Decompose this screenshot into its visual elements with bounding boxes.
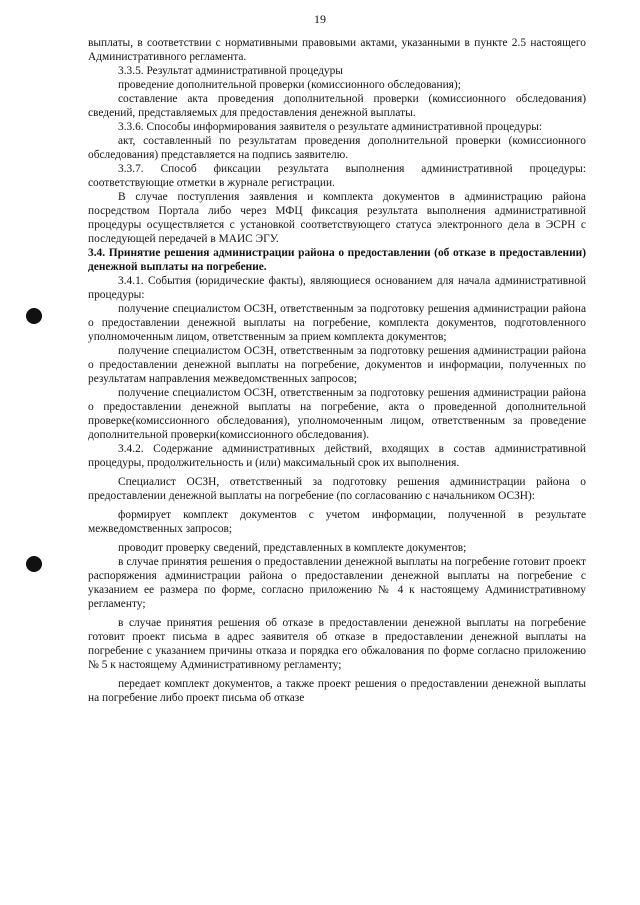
punch-hole-bottom <box>26 556 42 572</box>
paragraph: акт, составленный по результатам проведения дополнительной проверки (комиссионного обследования) представляется на подпись заявителю. <box>88 135 586 161</box>
paragraph: 3.4.2. Содержание административных действий, входящих в состав административной процедуры, продолжительность и (или) максимальный срок их выполнения. <box>88 443 586 469</box>
paragraph: В случае поступления заявления и комплекта документов в администрацию района посредством Портала либо через МФЦ фиксация результата выполнения административной процедуры осуществляется с установкой соответствующего статуса электронного дела в ЭСРН с последующей передачей в МАИС ЭГУ. <box>88 191 586 245</box>
section-heading: 3.4. Принятие решения администрации района о предоставлении (об отказе в предоставлении) денежной выплаты на погребение. <box>88 247 586 273</box>
page-number: 19 <box>314 12 326 26</box>
paragraph: 3.3.5. Результат административной процедуры <box>118 65 343 77</box>
paragraph: передает комплект документов, а также проект решения о предоставлении денежной выплаты на погребение либо проект письма об отказе <box>88 678 586 704</box>
paragraph: Специалист ОСЗН, ответственный за подготовку решения администрации района о предоставлении денежной выплаты на погребение (по согласованию с начальником ОСЗН): <box>88 476 586 502</box>
paragraph: 3.3.6. Способы информирования заявителя о результате административной процедуры: <box>118 121 543 133</box>
document-body <box>88 36 586 705</box>
paragraph: 3.3.7. Способ фиксации результата выполнения административной процедуры: соответствующие отметки в журнале регистрации. <box>88 163 586 189</box>
punch-hole-top <box>26 308 42 324</box>
paragraph: проведение дополнительной проверки (комиссионного обследования); <box>118 79 461 91</box>
paragraph: 3.4.1. События (юридические факты), являющиеся основанием для начала административной процедуры: <box>88 275 586 301</box>
paragraph: получение специалистом ОСЗН, ответственным за подготовку решения администрации района о предоставлении денежной выплаты на погребение, документов и информации, полученных по результатам направления межведомственных запросов; <box>88 345 586 385</box>
paragraph: получение специалистом ОСЗН, ответственным за подготовку решения администрации района о предоставлении денежной выплаты на погребение, акта о проведенной дополнительной проверке(комиссионного обследования), уполномоченным лицом, ответственным за проведение дополнительной проверки(комиссионного обследования). <box>88 387 586 441</box>
paragraph: формирует комплект документов с учетом информации, полученной в результате межведомственных запросов; <box>88 509 586 535</box>
paragraph: получение специалистом ОСЗН, ответственным за подготовку решения администрации района о предоставлении денежной выплаты на погребение, комплекта документов, подготовленного уполномоченным лицом, ответственным за прием комплекта документов; <box>88 303 586 343</box>
paragraph: в случае принятия решения об отказе в предоставлении денежной выплаты на погребение готовит проект письма в адрес заявителя об отказе в предоставлении денежной выплаты на погребение с указанием причины отказа и порядка его обжалования по форме согласно приложению № 5 к настоящему Административному регламенту; <box>88 617 586 671</box>
paragraph: выплаты, в соответствии с нормативными правовыми актами, указанными в пункте 2.5 настоящего Административного регламента. <box>88 37 586 63</box>
paragraph: проводит проверку сведений, представленных в комплекте документов; <box>118 542 467 554</box>
paragraph: составление акта проведения дополнительной проверки (комиссионного обследования) сведений, представляемых для предоставления денежной выплаты. <box>88 93 586 119</box>
paragraph: в случае принятия решения о предоставлении денежной выплаты на погребение готовит проект распоряжения администрации района о предоставлении денежной выплаты на погребение с указанием ее размера по форме, согласно приложению № 4 к настоящему Административному регламенту; <box>88 556 586 610</box>
